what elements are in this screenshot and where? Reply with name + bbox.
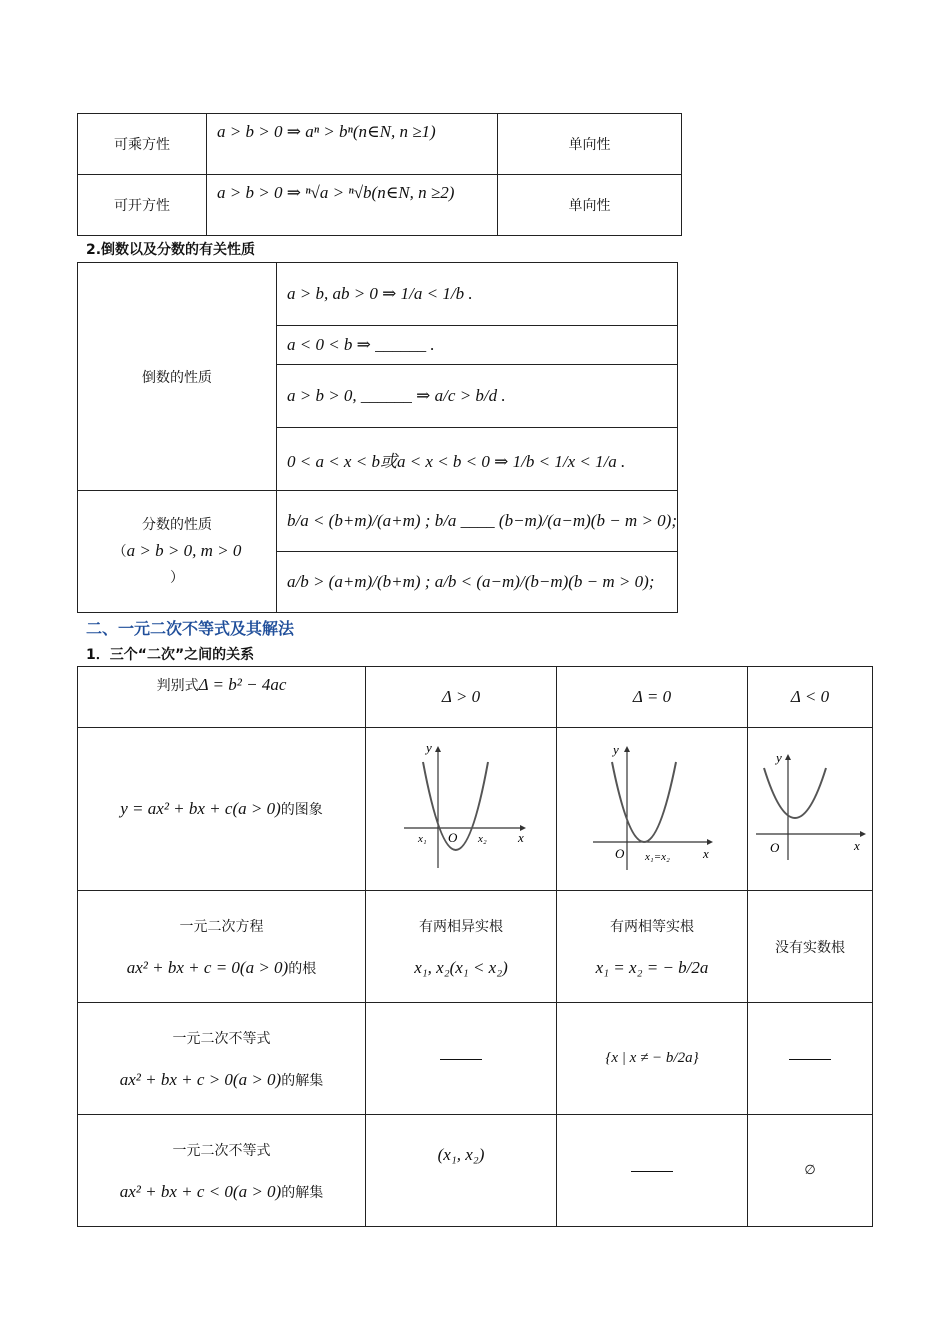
quadratic-relation-table (77, 666, 873, 1227)
lt-row-suffix: 的解集 (281, 1184, 324, 1201)
parabola-curve (612, 762, 676, 842)
subsection-title: 1．三个“二次”之间的关系 (86, 647, 255, 663)
reciprocal-row: 0 < a < x < b或a < x < b < 0 ⇒ 1/b < 1/x < 1/a . (276, 428, 677, 491)
origin-label: O (448, 829, 458, 845)
graph-cell-zero (557, 728, 748, 891)
y-axis-arrow (785, 754, 791, 760)
roots-case2-text: 有两相等实根 (610, 918, 694, 935)
lt-row-formula-line (78, 1182, 365, 1202)
lt-row-label (78, 1115, 366, 1227)
graph-row-suffix: 的图象 (280, 802, 323, 818)
roots-row-label (78, 891, 366, 1003)
fraction-row: a/b > (a+m)/(b+m) ; a/b < (a−m)/(b−m)(b − m > 0); (276, 552, 677, 613)
table-row (78, 491, 678, 552)
x-label: x (518, 829, 524, 845)
section-title: 二、一元二次不等式及其解法 (86, 619, 295, 638)
inequality-lt-formula: ax² + bx + c < 0(a > 0) (119, 1181, 282, 1201)
case-header: Δ < 0 (748, 667, 873, 728)
property-direction: 单向性 (498, 114, 682, 175)
blank-dash (440, 1059, 482, 1060)
table-row (78, 114, 682, 175)
gt-case2-set: {x | x ≠ − b/2a} (557, 1003, 748, 1115)
fraction-row: b/a < (b+m)/(a+m) ; b/a ____ (b−m)/(a−m)(b − m > 0); (276, 491, 677, 552)
property-name: 可开方性 (78, 175, 207, 236)
roots-cell-zero (557, 891, 748, 1003)
discriminant-header (78, 667, 366, 728)
origin-label: O (770, 839, 780, 855)
reciprocal-row: a < 0 < b ⇒ ______ . (276, 326, 677, 365)
y-axis-arrow (435, 746, 441, 752)
lt-cell-zero (557, 1115, 748, 1227)
y-label: y (613, 741, 619, 757)
table-row (78, 891, 873, 1003)
roots-case2-formula: x₁ = x₂ = − b/2a (595, 957, 709, 977)
double-root-label: x₁=x₂ (645, 850, 670, 863)
graph-row-label (78, 728, 366, 891)
reciprocal-row: a > b > 0, ______ ⇒ a/c > b/d . (276, 365, 677, 428)
roots-case1-text: 有两相异实根 (419, 918, 503, 935)
roots-row-title: 一元二次方程 (179, 918, 264, 935)
parabola-two-roots-graph (396, 740, 526, 875)
fraction-label-condition: a > b > 0, m > 0 (126, 541, 242, 560)
reciprocal-fraction-table (77, 262, 678, 613)
origin-label: O (615, 845, 625, 861)
blank-dash (789, 1059, 831, 1060)
property-direction: 单向性 (498, 175, 682, 236)
gt-row-title: 一元二次不等式 (172, 1030, 271, 1047)
case-header: Δ > 0 (366, 667, 557, 728)
graph-cell-negative (748, 728, 873, 891)
table-row (78, 263, 678, 326)
graph-cell-positive (366, 728, 557, 891)
fraction-label-prefix: 分数的性质（ (112, 517, 212, 560)
y-axis-arrow (624, 746, 630, 752)
gt-cell-negative (748, 1003, 873, 1115)
x-axis-arrow (707, 839, 713, 845)
root-x1-label: x₁ (418, 832, 427, 845)
gt-row-label (78, 1003, 366, 1115)
reciprocal-label: 倒数的性质 (78, 263, 277, 491)
fraction-label (78, 491, 277, 613)
table-row (78, 728, 873, 891)
inequality-gt-formula: ax² + bx + c > 0(a > 0) (119, 1069, 282, 1089)
root-x2-label: x₂ (478, 832, 487, 845)
table-row (78, 667, 873, 728)
x-label: x (854, 837, 860, 853)
gt-cell-positive (366, 1003, 557, 1115)
blank-dash (631, 1171, 673, 1172)
y-label: y (776, 749, 782, 765)
roots-case1-formula: x₁, x₂(x₁ < x₂) (414, 957, 508, 977)
quadratic-function-formula: y = ax² + bx + c(a > 0) (120, 799, 281, 818)
reciprocal-row: a > b, ab > 0 ⇒ 1/a < 1/b . (276, 263, 677, 326)
gt-row-formula-line (78, 1070, 365, 1090)
empty-set-symbol: ∅ (748, 1115, 873, 1227)
property-expression: a > b > 0 ⇒ aⁿ > bⁿ(n∈N, n ≥1) (207, 114, 498, 175)
lt-case1-set: (x₁, x₂) (366, 1115, 557, 1227)
parabola-no-root-graph (752, 740, 868, 875)
parabola-one-root-graph (587, 740, 717, 875)
x-label: x (703, 845, 709, 861)
property-name: 可乘方性 (78, 114, 207, 175)
case-header: Δ = 0 (557, 667, 748, 728)
x-axis-arrow (860, 831, 866, 837)
y-label: y (426, 739, 432, 755)
parabola-curve (764, 768, 826, 818)
table-row (78, 175, 682, 236)
section-heading: 2.倒数以及分数的有关性质 (86, 242, 256, 258)
discriminant-label: 判别式 (156, 678, 199, 694)
fraction-label-suffix: ） (169, 570, 184, 586)
roots-cell-positive (366, 891, 557, 1003)
quadratic-equation-formula: ax² + bx + c = 0(a > 0) (126, 957, 289, 977)
lt-row-title: 一元二次不等式 (172, 1142, 271, 1159)
roots-row-formula-line (78, 958, 365, 978)
property-expression: a > b > 0 ⇒ ⁿ√a > ⁿ√b(n∈N, n ≥2) (207, 175, 498, 236)
gt-row-suffix: 的解集 (281, 1072, 324, 1089)
table-row (78, 1003, 873, 1115)
roots-row-suffix: 的根 (288, 960, 317, 977)
discriminant-formula: Δ = b² − 4ac (198, 675, 287, 694)
power-root-table (77, 113, 682, 236)
roots-case3-text: 没有实数根 (748, 891, 873, 1003)
table-row (78, 1115, 873, 1227)
